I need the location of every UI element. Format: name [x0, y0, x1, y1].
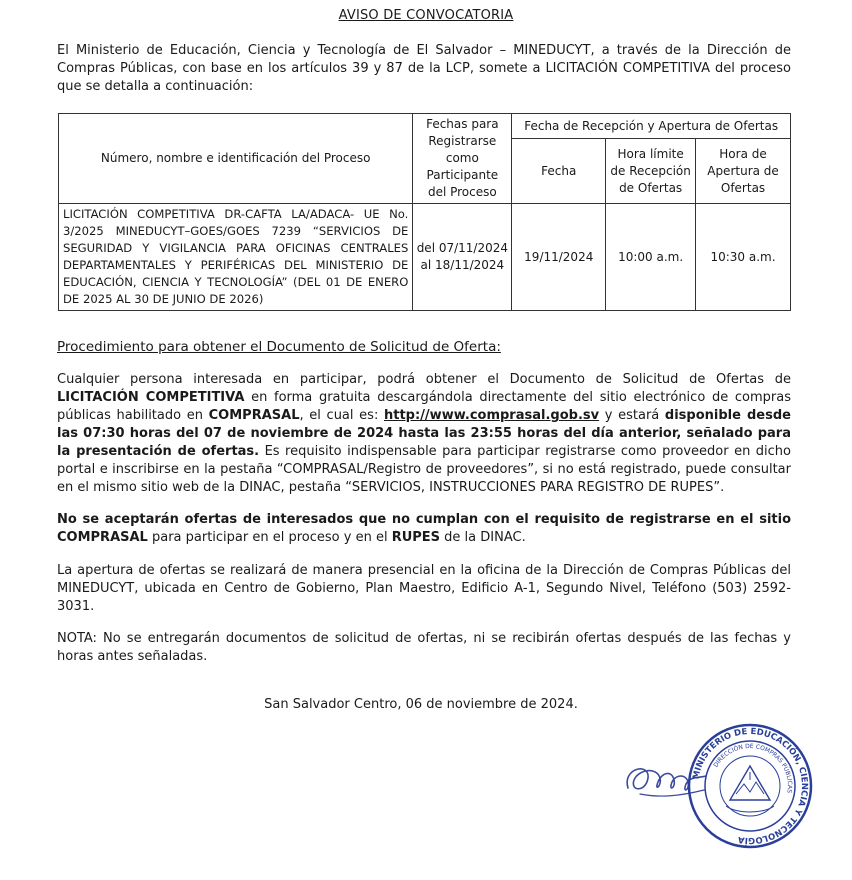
register-end: al 18/11/2024	[420, 258, 505, 272]
comprasal-link[interactable]: http://www.comprasal.gob.sv	[384, 408, 600, 423]
cell-date: 19/11/2024	[512, 204, 606, 311]
header-deadline: Hora límite de Recepción de Ofertas	[606, 139, 696, 204]
p1-text-4: y estará	[599, 408, 665, 423]
table-header-row	[59, 114, 791, 139]
intro-paragraph: El Ministerio de Educación, Ciencia y Tecnología de El Salvador – MINEDUCYT, a través de la Dirección de Compras Públicas, con base en los artículos 39 y 87 de la LCP, somete a LICITACIÓN COMPETITIVA del proceso que se detalla a continuación:	[57, 43, 791, 94]
official-seal-icon	[686, 722, 814, 850]
document-title: AVISO DE CONVOCATORIA	[338, 8, 514, 23]
p1-bold-1: LICITACIÓN COMPETITIVA	[57, 390, 245, 405]
procedure-title: Procedimiento para obtener el Documento de Solicitud de Oferta:	[57, 339, 501, 355]
p2-text-2: de la DINAC.	[440, 530, 526, 545]
table-row	[59, 204, 791, 311]
p2-bold-2: RUPES	[391, 530, 441, 545]
header-process: Número, nombre e identificación del Proceso	[59, 114, 413, 204]
header-reception-group: Fecha de Recepción y Apertura de Ofertas	[512, 114, 791, 139]
note-paragraph: NOTA: No se entregarán documentos de solicitud de ofertas, ni se recibirán ofertas después de las fechas y horas antes señaladas.	[57, 631, 791, 664]
opening-location-paragraph: La apertura de ofertas se realizará de manera presencial en la oficina de la Dirección de Compras Públicas del MINEDUCYT, ubicada en Centro de Gobierno, Plan Maestro, Edificio A-1, Segundo Nivel, Teléfono (503) 2592-3031.	[57, 563, 791, 614]
seal-outer-text: MINISTERIO DE EDUCACIÓN, CIENCIA Y TECNOLOGÍA	[691, 726, 810, 846]
header-opening: Hora de Apertura de Ofertas	[696, 139, 791, 204]
seal-inner-text: DIRECCIÓN DE COMPRAS PÚBLICAS	[712, 742, 794, 794]
cell-deadline: 10:00 a.m.	[606, 204, 696, 311]
procedure-paragraph	[57, 371, 791, 497]
p1-text-1: Cualquier persona interesada en participar, podrá obtener el Documento de Solicitud de Ofertas de	[57, 372, 791, 387]
cell-register-dates	[413, 204, 512, 311]
p1-bold-2: COMPRASAL	[208, 408, 300, 423]
header-date: Fecha	[512, 139, 606, 204]
cell-process-description: LICITACIÓN COMPETITIVA DR-CAFTA LA/ADACA- UE No. 3/2025 MINEDUCYT–GOES/GOES 7239 “SERVICIOS DE SEGURIDAD Y VIGILANCIA PARA OFICINAS CENTRALES DEPARTAMENTALES Y PERIFÉRICAS DEL MINISTERIO DE EDUCACIÓN, CIENCIA Y TECNOLOGÍA” (DEL 01 DE ENERO DE 2025 AL 30 DE JUNIO DE 2026)	[59, 204, 413, 311]
p1-text-3: , el cual es:	[299, 408, 384, 423]
p1-text-2: en forma gratuita descargándola directamente del sitio electrónico de compras públicas habilitado en	[57, 390, 791, 423]
p2-text-1: para participar en el proceso y en el	[147, 530, 392, 545]
process-table	[58, 113, 791, 311]
p1-bold-3: disponible desde las 07:30 horas del 07 de noviembre de 2024 hasta las 23:55 horas del día anterior, señalado para la presentación de ofertas.	[57, 408, 791, 459]
date-line: San Salvador Centro, 06 de noviembre de 2024.	[264, 697, 578, 712]
p2-bold-1: No se aceptarán ofertas de interesados que no cumplan con el requisito de registrarse en el sitio COMPRASAL	[57, 512, 791, 545]
p1-text-5: Es requisito indispensable para participar registrarse como proveedor en dicho portal e inscribirse en la pestaña “COMPRASAL/Registro de proveedores”, si no está registrado, puede consultar en el mismo sitio web de la DINAC, pestaña “SERVICIOS, INSTRUCCIONES PARA REGISTRO DE RUPES”.	[57, 444, 791, 495]
header-register-dates: Fechas para Registrarse como Participante del Proceso	[413, 114, 512, 204]
register-start: del 07/11/2024	[416, 241, 508, 255]
requirement-paragraph	[57, 511, 791, 547]
cell-opening: 10:30 a.m.	[696, 204, 791, 311]
